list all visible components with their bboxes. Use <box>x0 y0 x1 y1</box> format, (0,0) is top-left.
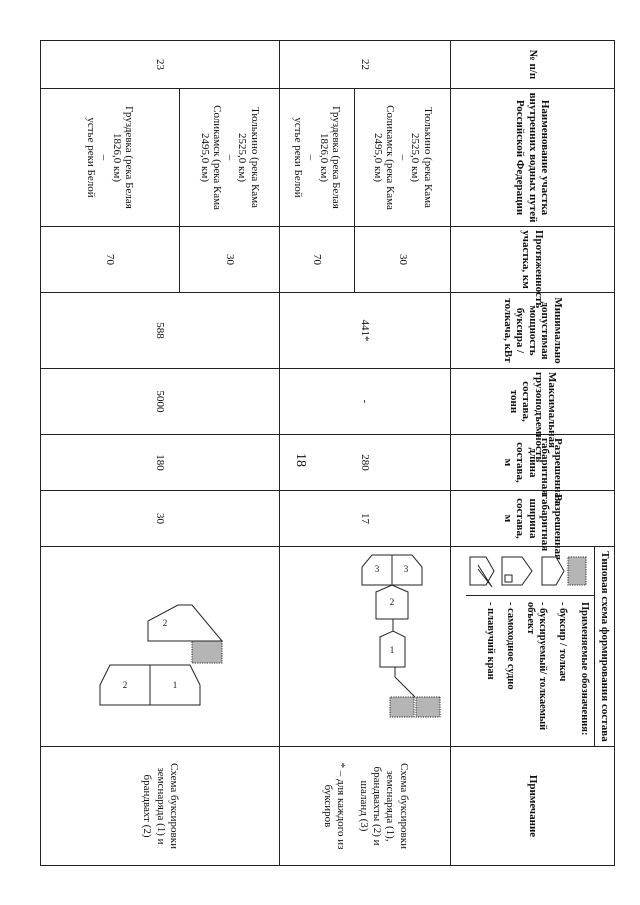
row23-max-width: 30 <box>41 491 280 547</box>
legend <box>466 547 594 746</box>
header-section: Наименование участка внутренних водных путей Российской Федерации <box>451 89 615 227</box>
header-capacity: Максимальная грузоподъемность состава, тонн <box>451 369 615 435</box>
row22-note-2: * – для каждого из буксиров <box>321 762 347 850</box>
header-power: Минимально допустимая мощность буксира / толкача, кВт <box>451 293 615 369</box>
header-max-length: Разрешенная габаритная длина состава, м <box>451 435 615 491</box>
barge-icon <box>542 557 564 585</box>
legend-barge: - буксируемый/ толкаемый объект <box>525 602 549 731</box>
legend-icons <box>466 547 594 596</box>
row23-seg1-from: Тюлькино (река Кама 2525,0 км) <box>236 107 262 208</box>
header-scheme <box>451 547 615 747</box>
header-length: Протяженность участка, км <box>451 227 615 293</box>
row23-capacity: 5000 <box>41 369 280 435</box>
legend-texts <box>466 596 594 746</box>
row22-max-length: 280 <box>280 435 451 491</box>
row23-segment2 <box>41 89 180 227</box>
row23-label-houseboat-1: 2 <box>122 680 128 690</box>
row22-max-width: 17 <box>280 491 451 547</box>
row22-seg1-dash: – <box>396 154 409 161</box>
row23-seg2-dash: – <box>98 154 110 161</box>
row23-max-length: 180 <box>41 435 280 491</box>
row23-seg1-to: Соликамск (река Кама 2495,0 км) <box>198 105 224 210</box>
table-row-22a <box>354 41 450 866</box>
row23-seg2-length: 70 <box>41 227 180 293</box>
legend-self-propelled: - самоходное судно <box>505 602 517 690</box>
header-num: № п/п <box>451 41 615 89</box>
row23-num: 23 <box>41 41 280 89</box>
row22-label-barge-1: 3 <box>403 564 409 574</box>
row22-seg2-from: Груздевка (река Белая 1826,0 км) <box>317 106 343 209</box>
row23-label-houseboat-2: 2 <box>162 618 168 628</box>
row23-scheme <box>41 547 280 747</box>
table-row-23a <box>180 41 280 866</box>
row22-power: 441* <box>280 293 451 369</box>
row22-seg2-length: 70 <box>280 227 355 293</box>
row23-seg1-dash: – <box>223 154 236 161</box>
row23-notes <box>41 747 280 866</box>
row22-seg2-dash: – <box>304 154 317 161</box>
regulation-table <box>40 40 615 866</box>
row22-label-houseboat: 2 <box>389 597 395 607</box>
legend-heading: Применяемые обозначения: <box>579 602 591 736</box>
header-notes: Примечание <box>451 747 615 866</box>
tug-icon <box>568 557 586 585</box>
row22-note-1: Схема буксировки земснаряда (1), брандвахты (2) и шаланд (3) <box>358 763 410 849</box>
row23-tug <box>192 641 222 663</box>
table-rotator <box>66 40 615 865</box>
row22-num: 22 <box>280 41 451 89</box>
row22-seg2-to: устье реки Белой <box>292 117 305 198</box>
cabin-icon <box>505 575 512 582</box>
page-number: 18 <box>293 453 308 467</box>
row23-seg2-from: Груздевка (река Белая 1826,0 км) <box>110 106 136 209</box>
row23-note-1: Схема буксировки земснаряда (1) и брандвахт (2) <box>141 763 180 849</box>
row23-seg1-length: 30 <box>180 227 280 293</box>
row23-houseboat-shape-2 <box>148 605 222 641</box>
row23-segment1 <box>180 89 280 227</box>
row22-seg1-length: 30 <box>354 227 450 293</box>
row22-seg1-to: Соликамск (река Кама 2495,0 км) <box>371 105 397 210</box>
row22-label-dredger: 1 <box>389 645 395 655</box>
legend-tug: - буксир / толкач <box>557 602 569 682</box>
row22-scheme <box>280 547 451 747</box>
row23-seg2-to: устье реки Белой <box>85 117 98 198</box>
row22-seg1-from: Тюлькино (река Кама 2525,0 км) <box>409 107 435 208</box>
header-row <box>451 41 615 866</box>
row22-tow-line-1 <box>395 677 415 697</box>
row22-tug-2 <box>390 697 414 717</box>
row22-segment1 <box>354 89 450 227</box>
row22-tug-1 <box>416 697 440 717</box>
row23-label-dredger: 1 <box>172 680 178 690</box>
row22-notes <box>280 747 451 866</box>
row22-capacity: - <box>280 369 451 435</box>
scheme-title: Типовая схема формирования состава <box>594 547 614 746</box>
header-max-width: Разрешенная габаритная ширина состава, м <box>451 491 615 547</box>
rotated-page <box>66 40 615 865</box>
legend-crane: - плавучий кран <box>485 602 497 680</box>
row23-power: 588 <box>41 293 280 369</box>
row22-label-barge-2: 3 <box>374 564 380 574</box>
row22-segment2 <box>280 89 355 227</box>
